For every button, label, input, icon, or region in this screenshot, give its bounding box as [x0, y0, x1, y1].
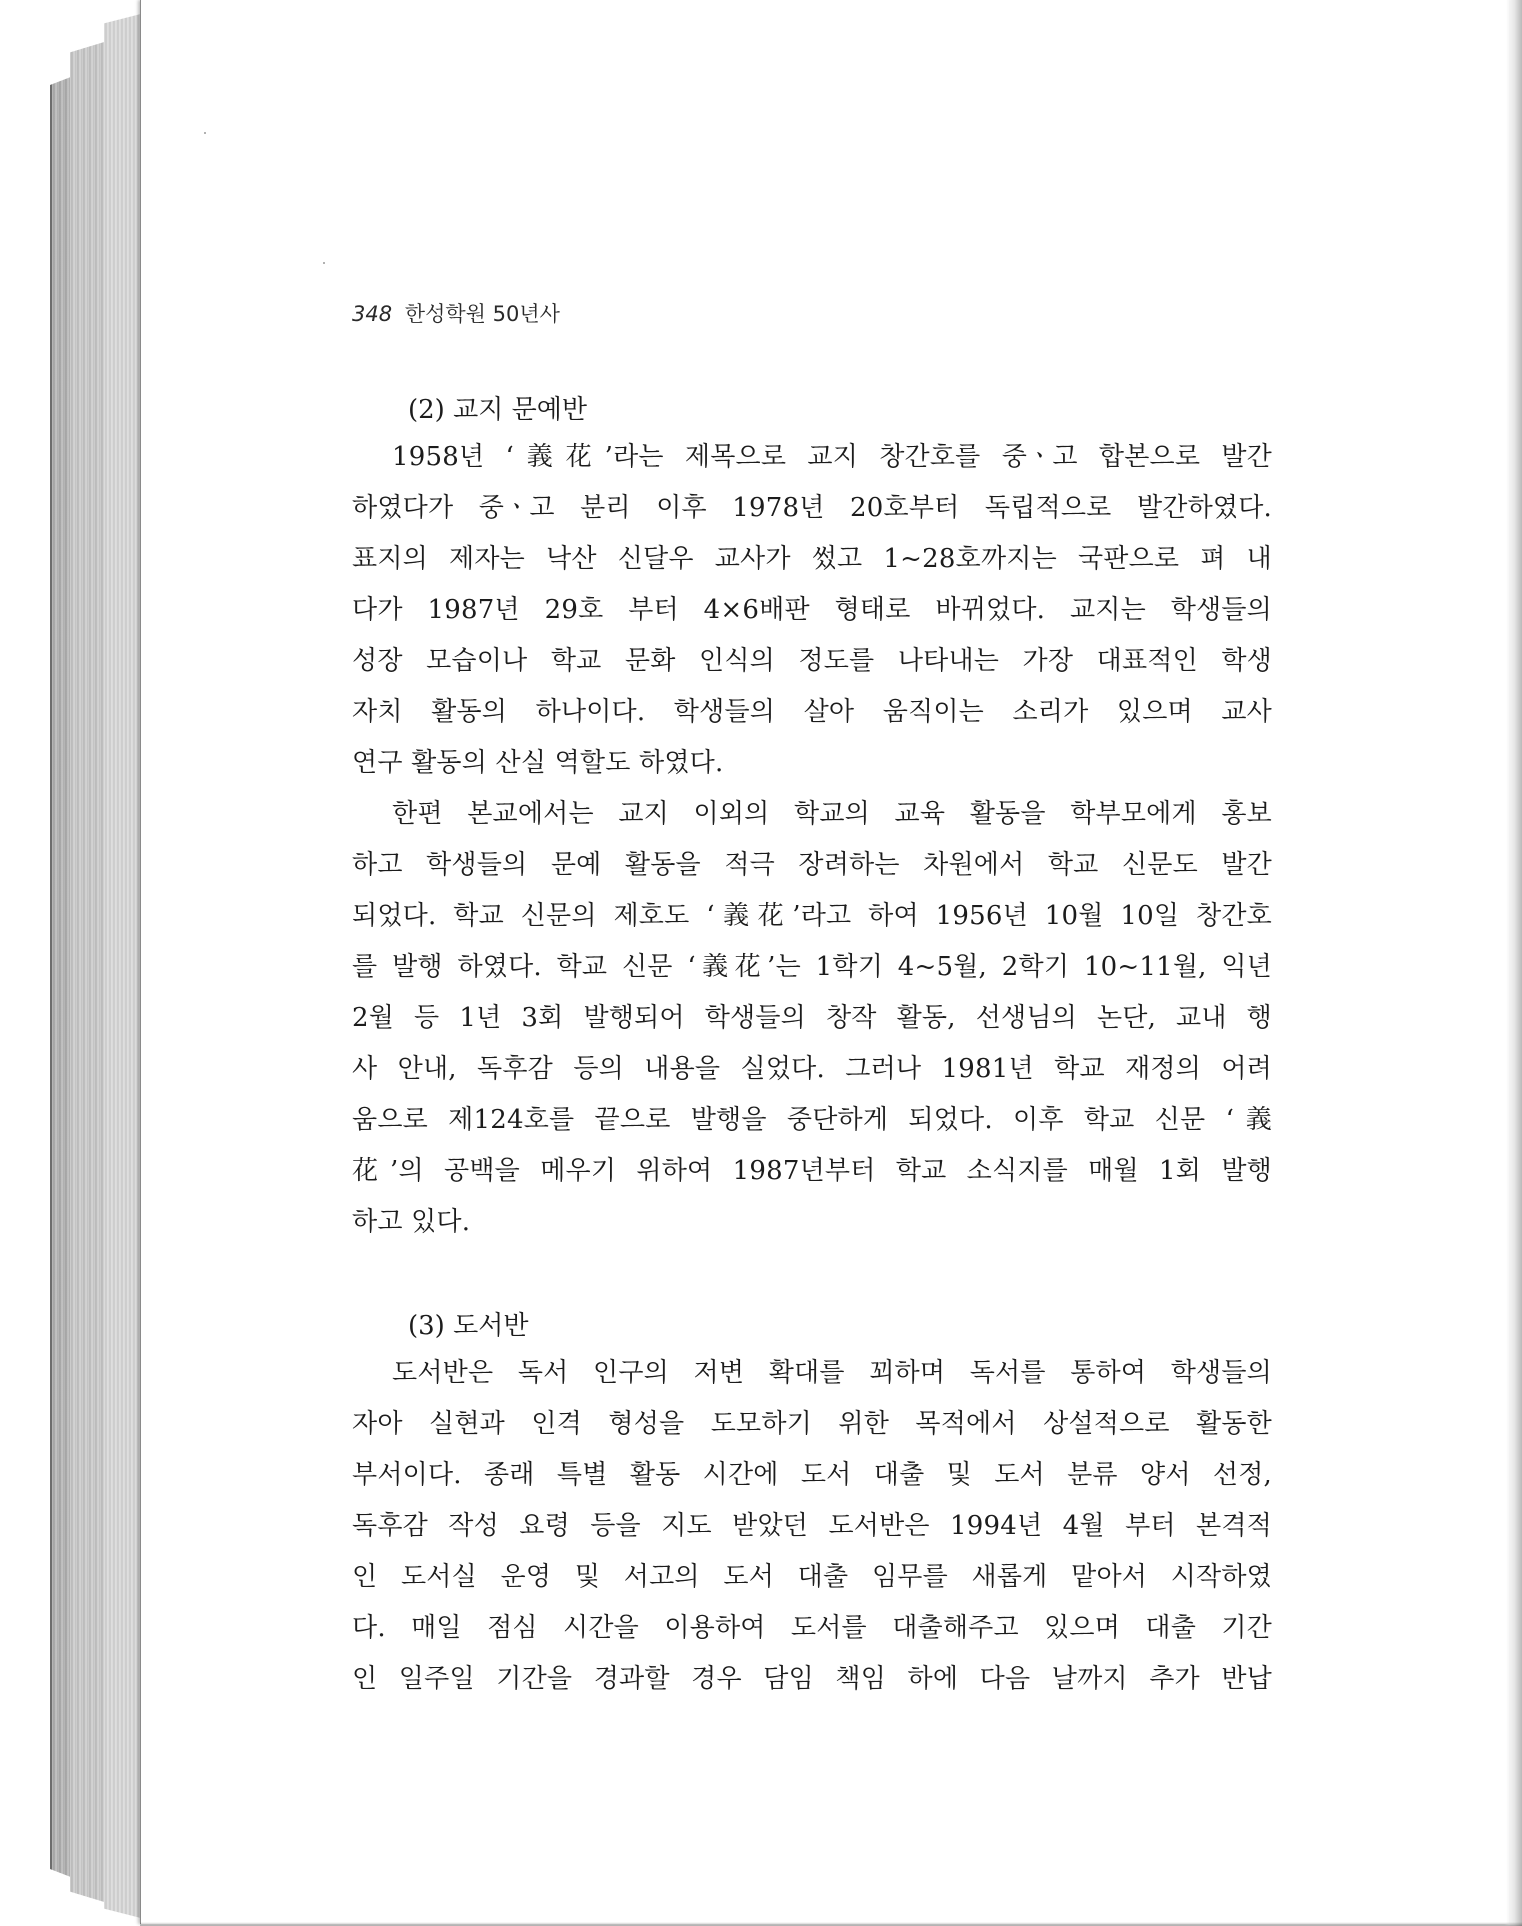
- body-text: [352, 388, 1272, 1705]
- scan-speck: [204, 132, 206, 134]
- text-line: 인 일주일 기간을 경과할 경우 담임 책임 하에 다음 날까지 추가 반납: [352, 1664, 1272, 1694]
- page-right-shadow: [1506, 0, 1522, 1926]
- text-line: 자아 실현과 인격 형성을 도모하기 위한 목적에서 상설적으로 활동한: [352, 1409, 1272, 1439]
- text-line: 연구 활동의 산실 역할도 하였다.: [352, 748, 724, 778]
- text-line: 자치 활동의 하나이다. 학생들의 살아 움직이는 소리가 있으며 교사: [352, 697, 1272, 727]
- text-line: 인 도서실 운영 및 서고의 도서 대출 임무를 새롭게 맡아서 시작하였: [352, 1562, 1272, 1592]
- paragraph: [352, 789, 1272, 1248]
- text-line: 한편 본교에서는 교지 이외의 학교의 교육 활동을 학부모에게 홍보: [392, 799, 1272, 829]
- text-line: 하였다가 중ㆍ고 분리 이후 1978년 20호부터 독립적으로 발간하였다.: [352, 493, 1272, 523]
- text-line: 성장 모습이나 학교 문화 인식의 정도를 나타내는 가장 대표적인 학생: [352, 646, 1272, 676]
- section-title-literary-club: (2) 교지 문예반: [408, 395, 587, 425]
- scan-speck: [323, 262, 325, 264]
- text-line: 표지의 제자는 낙산 신달우 교사가 썼고 1~28호까지는 국판으로 펴 내: [352, 544, 1272, 574]
- text-line: 2월 등 1년 3회 발행되어 학생들의 창작 활동, 선생님의 논단, 교내 행: [352, 1003, 1272, 1033]
- text-line: 하고 학생들의 문예 활동을 적극 장려하는 차원에서 학교 신문도 발간: [352, 850, 1272, 880]
- text-line: 되었다. 학교 신문의 제호도 ‘義花’라고 하여 1956년 10월 10일 창간호: [352, 901, 1272, 931]
- text-line: 다. 매일 점심 시간을 이용하여 도서를 대출해주고 있으며 대출 기간: [352, 1613, 1272, 1643]
- book-title: 한성학원 50년사: [404, 302, 560, 326]
- paragraph: [352, 432, 1272, 789]
- text-line: 부서이다. 종래 특별 활동 시간에 도서 대출 및 도서 분류 양서 선정,: [352, 1460, 1272, 1490]
- text-line: 움으로 제124호를 끝으로 발행을 중단하게 되었다. 이후 학교 신문 ‘義: [352, 1105, 1272, 1135]
- text-line: 花’의 공백을 메우기 위하여 1987년부터 학교 소식지를 매월 1회 발행: [352, 1156, 1272, 1186]
- text-line: 도서반은 독서 인구의 저변 확대를 꾀하며 독서를 통하여 학생들의: [392, 1358, 1272, 1388]
- text-line: 사 안내, 독후감 등의 내용을 실었다. 그러나 1981년 학교 재정의 어려: [352, 1054, 1272, 1084]
- text-line: 1958년 ‘義花’라는 제목으로 교지 창간호를 중ㆍ고 합본으로 발간: [392, 442, 1272, 472]
- text-line: 하고 있다.: [352, 1207, 471, 1237]
- running-head: [352, 298, 560, 328]
- section-title-library-club: (3) 도서반: [408, 1311, 529, 1341]
- paragraph: [352, 1348, 1272, 1705]
- page-number: 348: [352, 302, 393, 326]
- text-line: 다가 1987년 29호 부터 4×6배판 형태로 바뀌었다. 교지는 학생들의: [352, 595, 1272, 625]
- page-bottom-shadow: [140, 1922, 1522, 1926]
- text-line: 를 발행 하였다. 학교 신문 ‘義花’는 1학기 4~5월, 2학기 10~11월, 익년: [352, 952, 1272, 982]
- text-line: 독후감 작성 요령 등을 지도 받았던 도서반은 1994년 4월 부터 본격적: [352, 1511, 1272, 1541]
